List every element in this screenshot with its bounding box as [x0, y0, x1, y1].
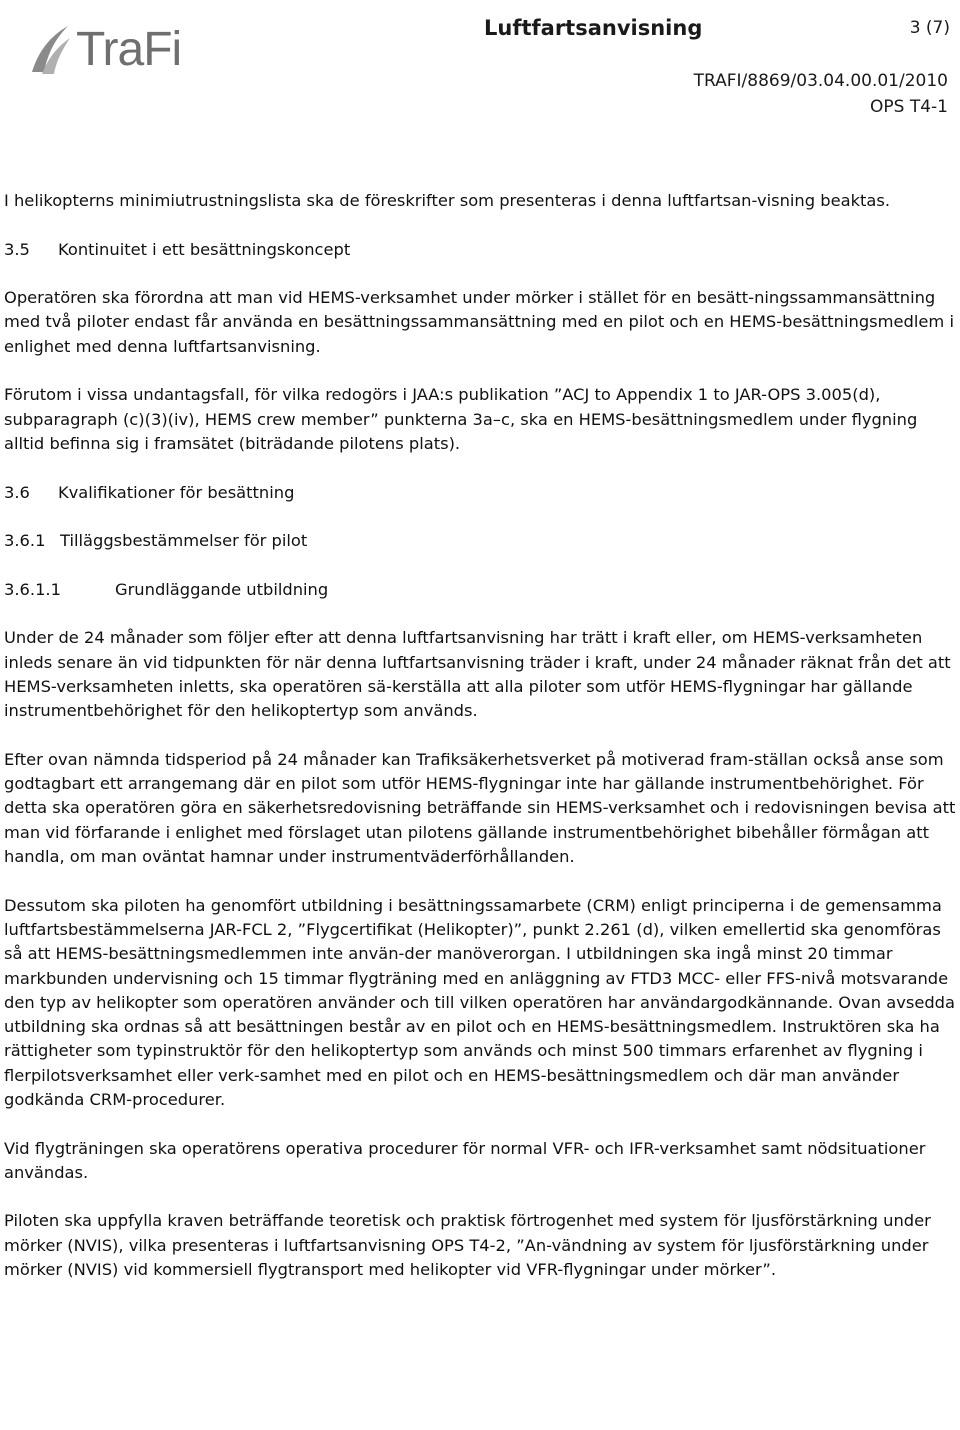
- heading-3-6: [4, 481, 956, 505]
- paragraph: Operatören ska förordna att man vid HEMS-verksamhet under mörker i stället för en besätt-ningssammansättning med två piloter endast får använda en besättningssammansättning med en pilot och en HEMS-besättningsmedlem i enlighet med denna luftfartsanvisning.: [4, 288, 954, 356]
- paragraph: Piloten ska uppfylla kraven beträffande teoretisk och praktisk förtrogenhet med system för ljusförstärkning under mörker (NVIS), vilka presenteras i luftfartsanvisning OPS T4-2, ”An-vändning av system för ljusförstärkning under mörker (NVIS) vid kommersiell flygtransport med helikopter vid VFR-flygningar under mörker”.: [4, 1211, 931, 1280]
- heading-title: Grundläggande utbildning: [115, 579, 329, 599]
- heading-number: 3.6.1: [4, 531, 46, 551]
- logo-text: TraFi: [76, 23, 182, 76]
- document-body: [4, 189, 956, 1307]
- paragraph: Under de 24 månader som följer efter att denna luftfartsanvisning har trätt i kraft eller, om HEMS-verksamheten inleds senare än vid tidpunkten för när denna luftfartsanvisning träder i kraft, under 24 månader räknat från det att HEMS-verksamheten inletts, ska operatören sä-kerställa att alla piloter som utför HEMS-flygningar har gällande instrumentbehörighet för den helikoptertyp som används.: [4, 628, 951, 721]
- reference-code: OPS T4-1: [870, 97, 948, 117]
- heading-number: 3.6: [4, 482, 30, 502]
- heading-number: 3.5: [4, 239, 30, 259]
- page-number: 3 (7): [909, 18, 950, 38]
- trafi-logo: [28, 22, 181, 78]
- heading-title: Kontinuitet i ett besättningskoncept: [58, 239, 351, 259]
- heading-3-6-1: [4, 529, 956, 553]
- heading-3-5: [4, 238, 956, 262]
- heading-title: Tilläggsbestämmelser för pilot: [60, 531, 308, 551]
- trafi-swoosh-icon: [28, 22, 72, 78]
- paragraph: Dessutom ska piloten ha genomfört utbildning i besättningssamarbete (CRM) enligt principerna i de gemensamma luftfartsbestämmelserna JAR-FCL 2, ”Flygcertifikat (Helikopter)”, punkt 2.261 (d), vilken emellertid ska genomföras så att HEMS-besättningsmedlemmen inte använ-der manöverorgan. I utbildningen ska ingå minst 20 timmar markbunden undervisning och 15 timmar flygträning med en anläggning av FTD3 MCC- eller FFS-nivå motsvarande den typ av helikopter som operatören använder och till vilken operatören har användargodkännande. Ovan avsedda utbildning ska ordnas så att besättningen består av en pilot och en HEMS-besättningsmedlem. Instruktören ska ha rättigheter som typinstruktör för den helikoptertyp som används och minst 500 timmars erfarenhet av flygning i flerpilotsverksamhet eller verk-samhet med en pilot och en HEMS-besättningsmedlem och där man använder godkända CRM-procedurer.: [4, 895, 955, 1109]
- paragraph: Vid flygträningen ska operatörens operativa procedurer för normal VFR- och IFR-verksamhet samt nödsituationer användas.: [4, 1138, 926, 1182]
- heading-number: 3.6.1.1: [4, 579, 61, 599]
- document-type: Luftfartsanvisning: [484, 16, 703, 40]
- paragraph: Efter ovan nämnda tidsperiod på 24 månader kan Trafiksäkerhetsverket på motiverad fram-ställan också anse som godtagbart ett arrangemang där en pilot som utför HEMS-flygningar inte har gällande instrumentbehörighet. För detta ska operatören göra en säkerhetsredovisning beträffande sin HEMS-verksamhet och i redovisningen bevisa att man vid förfarande i enlighet med förslaget utan pilotens gällande instrumentbehörighet bibehåller förmågan att handla, om man oväntat hamnar under instrumentväderförhållanden.: [4, 749, 956, 867]
- reference-number: TRAFI/8869/03.04.00.01/2010: [693, 71, 948, 91]
- paragraph-intro: I helikopterns minimiutrustningslista ska de föreskrifter som presenteras i denna luftfartsan-visning beaktas.: [4, 191, 891, 210]
- heading-3-6-1-1: [4, 578, 956, 602]
- heading-title: Kvalifikationer för besättning: [58, 482, 295, 502]
- paragraph: Förutom i vissa undantagsfall, för vilka redogörs i JAA:s publikation ”ACJ to Appendix 1 to JAR-OPS 3.005(d), subparagraph (c)(3)(iv), HEMS crew member” punkterna 3a–c, ska en HEMS-besättningsmedlem under flygning alltid befinna sig i framsätet (biträdande pilotens plats).: [4, 385, 918, 453]
- reference-block: [694, 68, 948, 120]
